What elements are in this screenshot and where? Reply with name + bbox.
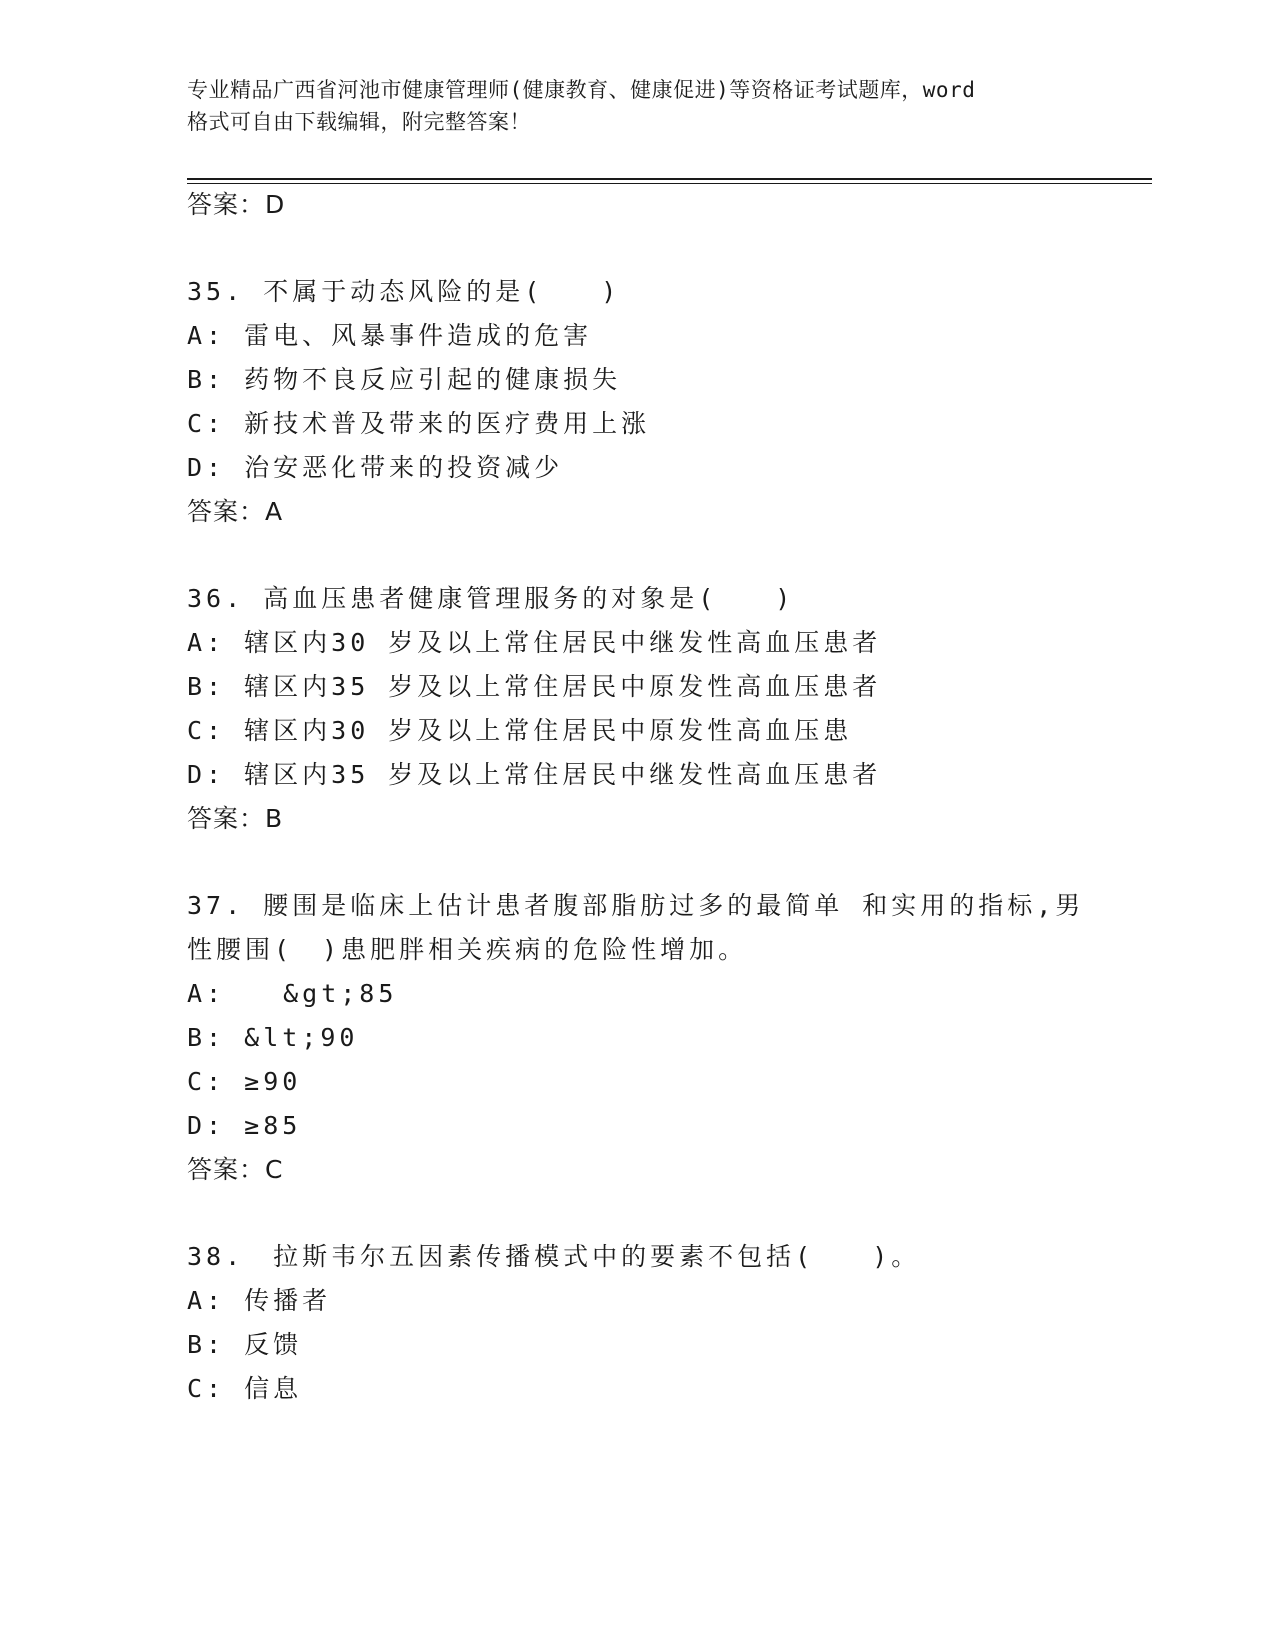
- question-35-option-a: A: 雷电、风暴事件造成的危害: [187, 321, 593, 350]
- question-37-answer: 答案：C: [187, 1155, 284, 1184]
- question-35-answer: 答案：A: [187, 497, 284, 526]
- question-38-option-c: C: 信息: [187, 1374, 303, 1403]
- question-35-stem: 35. 不属于动态风险的是( ): [187, 277, 621, 306]
- question-35-option-b: B: 药物不良反应引起的健康损失: [187, 365, 622, 394]
- page-header: [187, 74, 1087, 138]
- question-38-stem: 38. 拉斯韦尔五因素传播模式中的要素不包括( )。: [187, 1242, 921, 1271]
- header-divider-thick: [187, 178, 1152, 180]
- question-35-option-c: C: 新技术普及带来的医疗费用上涨: [187, 409, 651, 438]
- question-37-option-d: D: ≥85: [187, 1111, 302, 1140]
- answer-previous: 答案：D: [187, 190, 286, 219]
- question-36-answer: 答案：B: [187, 804, 284, 833]
- question-36-option-a: A: 辖区内30 岁及以上常住居民中继发性高血压患者: [187, 628, 882, 657]
- question-37-option-c: C: ≥90: [187, 1067, 302, 1096]
- question-37-stem-line-1: 37. 腰围是临床上估计患者腹部脂肪过多的最简单 和实用的指标,男: [187, 891, 1085, 920]
- question-36-option-c: C: 辖区内30 岁及以上常住居民中原发性高血压患: [187, 716, 853, 745]
- question-37-option-b: B: &lt;90: [187, 1023, 359, 1052]
- header-divider-thin: [187, 183, 1152, 184]
- question-37-stem-line-2: 性腰围( )患肥胖相关疾病的危险性增加。: [187, 935, 748, 964]
- header-line-1: 专业精品广西省河池市健康管理师(健康教育、健康促进)等资格证考试题库，word: [187, 78, 976, 102]
- question-35-option-d: D: 治安恶化带来的投资减少: [187, 453, 564, 482]
- question-38-option-b: B: 反馈: [187, 1330, 303, 1359]
- header-line-2: 格式可自由下载编辑，附完整答案！: [187, 110, 531, 134]
- question-37-option-a: A: &gt;85: [187, 979, 398, 1008]
- question-36-option-d: D: 辖区内35 岁及以上常住居民中继发性高血压患者: [187, 760, 882, 789]
- question-36-option-b: B: 辖区内35 岁及以上常住居民中原发性高血压患者: [187, 672, 882, 701]
- question-38-option-a: A: 传播者: [187, 1286, 332, 1315]
- question-36-stem: 36. 高血压患者健康管理服务的对象是( ): [187, 584, 795, 613]
